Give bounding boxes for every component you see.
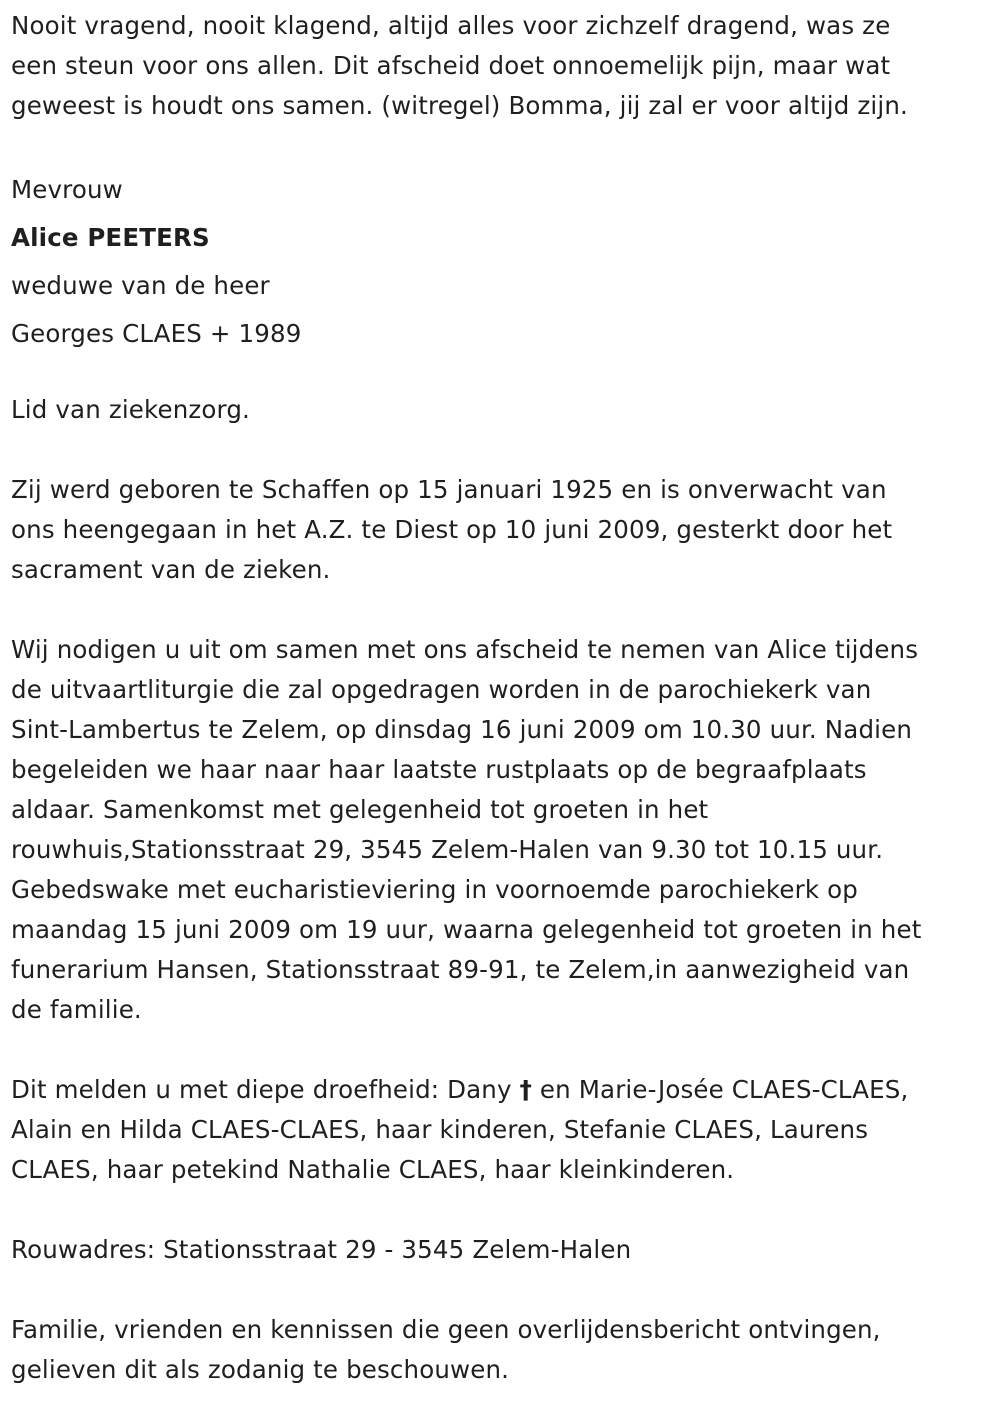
closing-line: Familie, vrienden en kennissen die geen overlijdensbericht ontvingen, [11,1315,881,1344]
closing-paragraph [11,1310,995,1390]
funeral-line: funerarium Hansen, Stationsstraat 89-91, te Zelem,in aanwezigheid van [11,955,910,984]
funeral-paragraph [11,630,995,1030]
family-text-after-cross: en Marie-Josée CLAES-CLAES, [531,1075,909,1104]
family-line [11,1070,995,1110]
funeral-line: de familie. [11,995,142,1024]
cross-icon: † [519,1075,532,1104]
funeral-line: rouwhuis,Stationsstraat 29, 3545 Zelem-Halen van 9.30 tot 10.15 uur. [11,835,884,864]
birth-death-paragraph [11,470,995,590]
salutation: Mevrouw [11,175,123,204]
funeral-line: Gebedswake met eucharistieviering in voornoemde parochiekerk op [11,875,858,904]
membership-text: Lid van ziekenzorg. [11,395,250,424]
intro-line: een steun voor ons allen. Dit afscheid doet onnoemelijk pijn, maar wat [11,51,891,80]
birth-death-line: sacrament van de zieken. [11,555,331,584]
funeral-line: begeleiden we haar naar haar laatste rustplaats op de begraafplaats [11,755,867,784]
deceased-name: Alice PEETERS [11,223,210,252]
mourning-address: Rouwadres: Stationsstraat 29 - 3545 Zelem-Halen [11,1235,632,1264]
obituary-document [11,6,995,1390]
intro-line: geweest is houdt ons samen. (witregel) Bomma, jij zal er voor altijd zijn. [11,91,908,120]
family-line: CLAES, haar petekind Nathalie CLAES, haar kleinkinderen. [11,1155,735,1184]
spouse-name: Georges CLAES + 1989 [11,319,302,348]
membership-paragraph [11,390,995,430]
deceased-block [11,166,995,358]
relation-text: weduwe van de heer [11,271,270,300]
address-paragraph [11,1230,995,1270]
funeral-line: maandag 15 juni 2009 om 19 uur, waarna gelegenheid tot groeten in het [11,915,922,944]
family-paragraph [11,1070,995,1190]
intro-paragraph [11,6,995,126]
funeral-line: Wij nodigen u uit om samen met ons afscheid te nemen van Alice tijdens [11,635,919,664]
funeral-line: de uitvaartliturgie die zal opgedragen worden in de parochiekerk van [11,675,872,704]
birth-death-line: Zij werd geboren te Schaffen op 15 januari 1925 en is onverwacht van [11,475,887,504]
funeral-line: aldaar. Samenkomst met gelegenheid tot groeten in het [11,795,709,824]
family-line: Alain en Hilda CLAES-CLAES, haar kinderen, Stefanie CLAES, Laurens [11,1115,869,1144]
funeral-line: Sint-Lambertus te Zelem, op dinsdag 16 juni 2009 om 10.30 uur. Nadien [11,715,913,744]
family-text-before-cross: Dit melden u met diepe droefheid: Dany [11,1075,520,1104]
intro-line: Nooit vragend, nooit klagend, altijd alles voor zichzelf dragend, was ze [11,11,891,40]
birth-death-line: ons heengegaan in het A.Z. te Diest op 10 juni 2009, gesterkt door het [11,515,893,544]
closing-line: gelieven dit als zodanig te beschouwen. [11,1355,510,1384]
